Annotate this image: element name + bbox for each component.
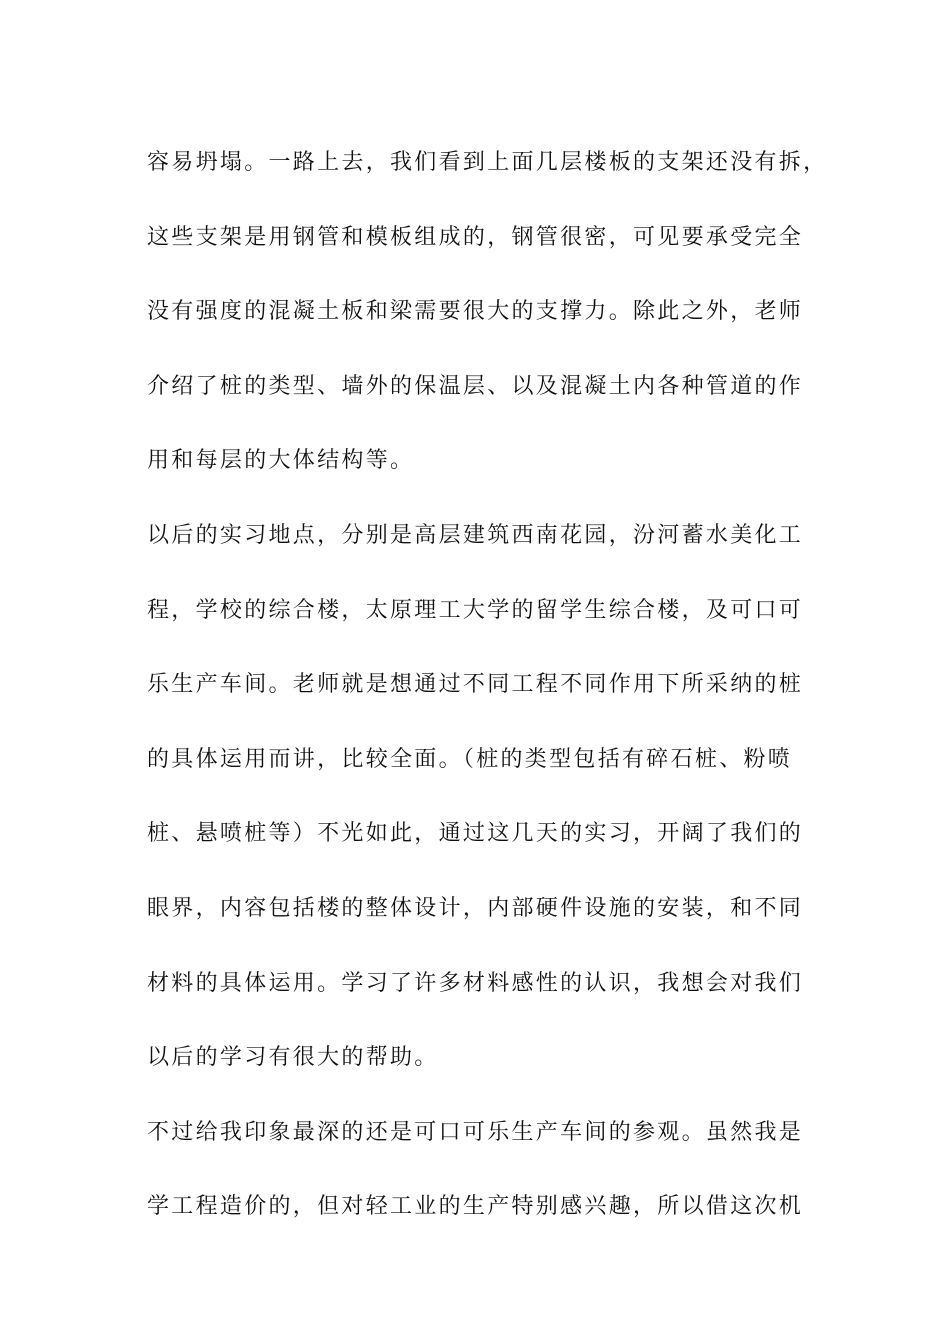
text-line: 介绍了桩的类型、墙外的保温层、以及混凝土内各种管道的作 (147, 373, 804, 399)
body-text (147, 126, 828, 1245)
text-line: 没有强度的混凝土板和梁需要很大的支撑力。除此之外，老师 (147, 299, 804, 325)
text-line: 桩、悬喷桩等）不光如此，通过这几天的实习，开阔了我们的 (147, 821, 804, 847)
text-line: 用和每层的大体结构等。 (147, 448, 415, 474)
text-line: 的具体运用而讲，比较全面。（桩的类型包括有碎石桩、粉喷 (147, 746, 793, 772)
text-line: 学工程造价的，但对轻工业的生产特别感兴趣，所以借这次机 (147, 1194, 804, 1220)
text-line: 眼界，内容包括楼的整体设计，内部硬件设施的安装，和不同 (147, 895, 804, 921)
text-line: 程，学校的综合楼，太原理工大学的留学生综合楼，及可口可 (147, 597, 804, 623)
text-line: 乐生产车间。老师就是想通过不同工程不同作用下所采纳的桩 (147, 672, 804, 698)
text-line: 不过给我印象最深的还是可口可乐生产车间的参观。虽然我是 (147, 1119, 804, 1145)
text-line: 以后的实习地点，分别是高层建筑西南花园，汾河蓄水美化工 (147, 522, 804, 548)
text-line: 这些支架是用钢管和模板组成的，钢管很密，可见要承受完全 (147, 224, 804, 250)
text-line: 以后的学习有很大的帮助。 (147, 1045, 439, 1071)
text-line: 材料的具体运用。学习了许多材料感性的认识，我想会对我们 (147, 970, 804, 996)
text-line: 容易坍塌。一路上去，我们看到上面几层楼板的支架还没有拆， (147, 150, 828, 175)
